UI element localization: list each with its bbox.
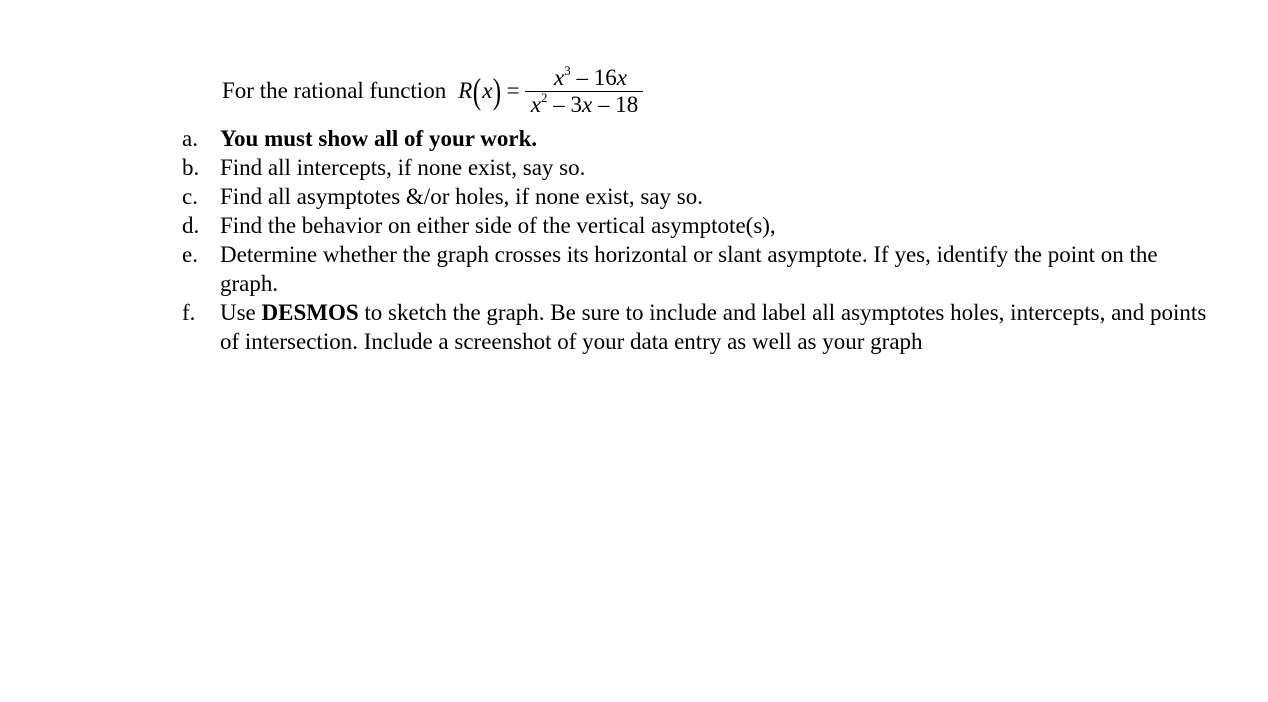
list-item: [182, 211, 1212, 240]
list-item: [182, 124, 1212, 153]
list-item: [182, 153, 1212, 182]
item-letter: a.: [182, 126, 198, 151]
item-text-pre: Use: [220, 300, 262, 325]
item-letter: e.: [182, 242, 198, 267]
numerator-rest: – 16: [570, 64, 617, 90]
fraction: [525, 62, 643, 118]
item-text: Find all asymptotes &/or holes, if none exist, say so.: [220, 184, 703, 209]
equals-sign: =: [506, 78, 520, 103]
item-text: [220, 298, 1212, 356]
denominator-exponent: 2: [540, 89, 548, 105]
instructions-list: [182, 124, 1212, 356]
left-paren: (: [473, 71, 482, 111]
numerator-base: x: [554, 64, 565, 90]
right-paren: ): [493, 71, 502, 111]
item-text-post: to sketch the graph. Be sure to include and label all asymptotes holes, intercepts, and points of intersection. Include a screenshot of your data entry as well as your graph: [220, 300, 1207, 354]
denominator-rest: – 3: [547, 91, 582, 117]
item-letter: f.: [182, 300, 196, 325]
denominator-variable: x: [581, 91, 593, 117]
denominator-base: x: [530, 91, 541, 117]
item-text: You must show all of your work.: [220, 126, 538, 151]
numerator-exponent: 3: [564, 62, 571, 78]
denominator-tail: – 18: [592, 91, 639, 117]
desmos-label: DESMOS: [261, 300, 359, 325]
function-name: R: [458, 78, 473, 103]
numerator: [540, 62, 629, 91]
item-text: Determine whether the graph crosses its horizontal or slant asymptote. If yes, identify the point on the graph.: [220, 242, 1158, 296]
rational-function-formula: [458, 62, 643, 118]
list-item: [182, 298, 1212, 356]
list-item: [182, 182, 1212, 211]
numerator-variable: x: [616, 64, 627, 90]
item-letter: b.: [182, 155, 200, 180]
item-letter: d.: [182, 213, 200, 238]
problem-intro: [222, 58, 643, 124]
item-text: Find all intercepts, if none exist, say so.: [220, 155, 586, 180]
denominator: [529, 89, 640, 118]
list-item: [182, 240, 1212, 298]
item-letter: c.: [182, 184, 198, 209]
item-text: Find the behavior on either side of the vertical asymptote(s),: [220, 213, 776, 238]
function-variable: x: [482, 78, 493, 103]
intro-text: For the rational function: [222, 78, 447, 103]
